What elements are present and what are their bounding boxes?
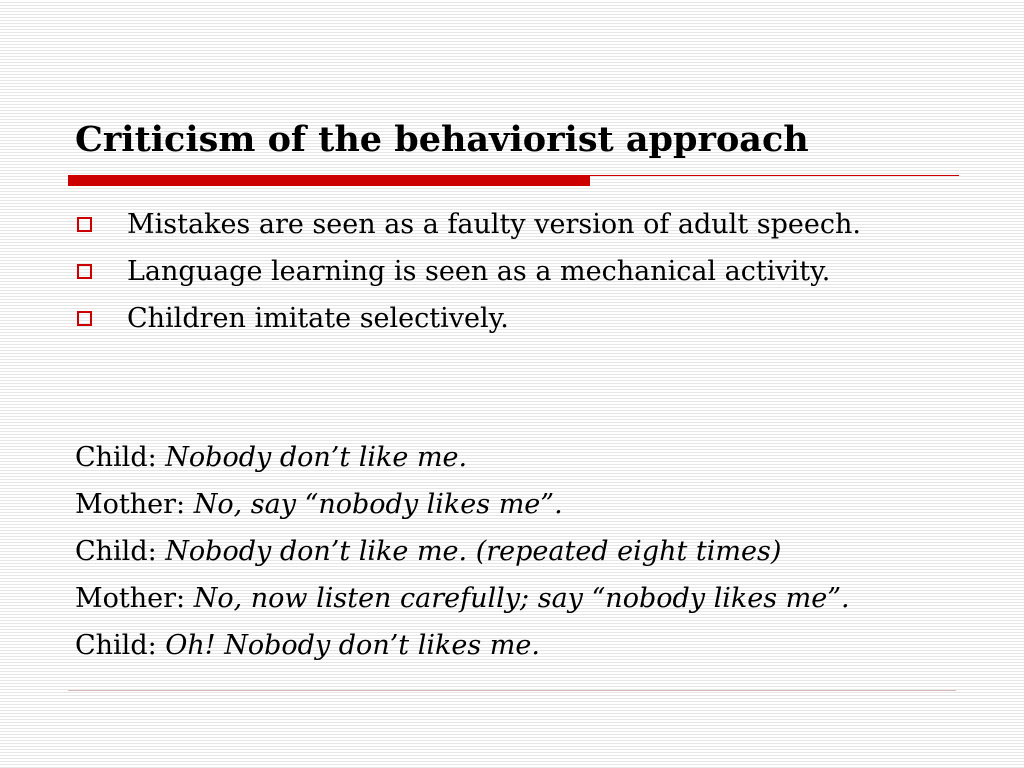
bullet-text: Children imitate selectively. <box>127 303 509 334</box>
dialogue-transcript <box>75 434 850 669</box>
dialogue-quote: Nobody don’t like me. (repeated eight times) <box>165 536 782 567</box>
bullet-list <box>77 201 861 342</box>
slide-title: Criticism of the behaviorist approach <box>75 119 809 160</box>
dialogue-speaker: Child: <box>75 536 166 567</box>
dialogue-quote: Oh! Nobody don’t likes me. <box>165 630 540 661</box>
dialogue-speaker: Child: <box>75 630 166 661</box>
dialogue-quote: Nobody don’t like me. <box>165 442 468 473</box>
dialogue-speaker: Mother: <box>75 489 194 520</box>
dialogue-line <box>75 575 850 622</box>
dialogue-quote: No, now listen carefully; say “nobody likes me”. <box>193 583 850 614</box>
bullet-text: Mistakes are seen as a faulty version of adult speech. <box>127 209 861 240</box>
bullet-item <box>77 248 861 295</box>
dialogue-line <box>75 528 850 575</box>
hollow-square-icon <box>77 217 92 232</box>
footer-divider <box>68 690 956 691</box>
dialogue-line <box>75 622 850 669</box>
hollow-square-icon <box>77 264 92 279</box>
dialogue-speaker: Mother: <box>75 583 194 614</box>
bullet-item <box>77 295 861 342</box>
bullet-text: Language learning is seen as a mechanical activity. <box>127 256 831 287</box>
bullet-item <box>77 201 861 248</box>
hollow-square-icon <box>77 311 92 326</box>
dialogue-line <box>75 434 850 481</box>
dialogue-speaker: Child: <box>75 442 166 473</box>
dialogue-quote: No, say “nobody likes me”. <box>193 489 563 520</box>
title-underline-thick <box>68 175 590 186</box>
dialogue-line <box>75 481 850 528</box>
title-underline-thin <box>590 175 959 176</box>
